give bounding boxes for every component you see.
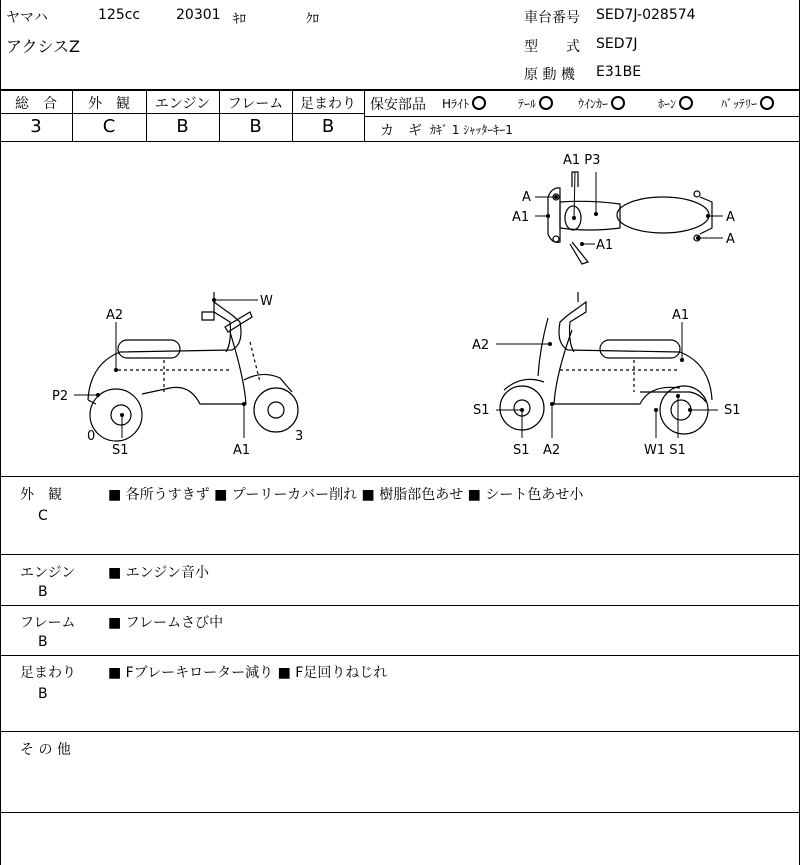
grade-header-exterior: 外 観 <box>88 96 130 112</box>
remark-text: ■ Fブレーキローター減り ■ F足回りねじれ <box>108 665 388 681</box>
safety-item-tail: ﾃｰﾙ <box>518 95 553 112</box>
engine-code: E31BE <box>596 64 642 80</box>
label-a1: A1 <box>672 308 690 323</box>
label-a1: A1 <box>596 238 614 253</box>
remark-grade: B <box>38 686 48 702</box>
grade-header-suspension: 足まわり <box>300 96 356 112</box>
label-s1: S1 <box>724 403 741 418</box>
remark-grade: B <box>38 584 48 600</box>
label-s1: S1 <box>473 403 490 418</box>
label-a2: A2 <box>543 443 561 458</box>
frame-no: SED7J-028574 <box>596 7 696 23</box>
frame-no-label: 車台番号 <box>524 10 580 26</box>
grade-engine: B <box>176 116 189 137</box>
remark-text: ■ エンジン音小 <box>108 565 209 581</box>
model-code: SED7J <box>596 36 638 52</box>
check-circle-icon <box>539 96 553 110</box>
model-label: 型 式 <box>524 39 580 55</box>
divider <box>0 655 800 656</box>
check-circle-icon <box>472 96 486 110</box>
label-a2: A2 <box>106 308 124 323</box>
remark-grade: B <box>38 634 48 650</box>
grade-suspension: B <box>321 116 335 137</box>
remark-category: フレーム <box>20 615 76 631</box>
key-label: カ ギ <box>380 123 422 139</box>
label-s1: S1 <box>513 443 530 458</box>
color: ｸﾛ <box>306 12 319 27</box>
mileage-unit: ｷﾛ <box>233 12 246 27</box>
safety-item-horn: ﾎｰﾝ <box>658 95 693 112</box>
remark-category: エンジン <box>20 565 76 581</box>
label-a1: A1 <box>233 443 251 458</box>
safety-item-winker: ｳｲﾝｶｰ <box>578 95 625 112</box>
label-s1: S1 <box>112 443 129 458</box>
check-circle-icon <box>611 96 625 110</box>
divider <box>0 476 800 477</box>
label-w1-s1: W1 S1 <box>644 443 686 458</box>
divider <box>364 116 800 117</box>
label-a1: A1 <box>512 210 530 225</box>
label-p2: P2 <box>52 389 69 404</box>
remark-grade: C <box>38 508 48 524</box>
damage-diagram <box>0 142 800 476</box>
label-3: 3 <box>295 429 304 444</box>
remark-category: 外 観 <box>20 487 62 503</box>
label-a1-p3: A1 P3 <box>563 153 601 168</box>
displacement: 125cc <box>98 7 141 23</box>
check-circle-icon <box>679 96 693 110</box>
label-w: W <box>260 294 273 309</box>
divider <box>0 812 800 813</box>
safety-item-battery: ﾊﾞｯﾃﾘｰ <box>721 95 774 112</box>
divider <box>0 90 800 91</box>
safety-label: 保安部品 <box>370 97 426 113</box>
safety-item-headlight: Hﾗｲﾄ <box>442 95 486 112</box>
key-value: ｶｷﾞ 1 ｼｬｯﾀｰｷｰ1 <box>430 123 513 137</box>
remark-category: 足まわり <box>20 665 76 681</box>
label-a: A <box>522 190 531 205</box>
divider <box>0 731 800 732</box>
grade-header-frame: フレーム <box>227 96 284 112</box>
label-a: A <box>726 210 735 225</box>
divider <box>0 113 364 114</box>
label-a2: A2 <box>472 338 490 353</box>
maker: ヤマハ <box>6 10 48 26</box>
label-a: A <box>726 232 735 247</box>
grade-frame: B <box>249 116 262 137</box>
mileage: 20301 <box>176 7 221 23</box>
grade-overall: 3 <box>30 116 42 137</box>
divider <box>0 605 800 606</box>
label-0: 0 <box>87 429 96 444</box>
grade-header-overall: 総 合 <box>15 96 57 112</box>
remark-text: ■ 各所うすきず ■ プーリーカバー削れ ■ 樹脂部色あせ ■ シート色あせ小 <box>108 487 584 503</box>
grade-exterior: C <box>102 116 116 137</box>
engine-label: 原 動 機 <box>524 67 575 83</box>
remark-text: ■ フレームさび中 <box>108 615 224 631</box>
divider <box>364 90 365 141</box>
divider <box>0 554 800 555</box>
remark-category: そ の 他 <box>20 742 71 758</box>
check-circle-icon <box>760 96 774 110</box>
grade-header-engine: エンジン <box>154 96 211 112</box>
model-name: アクシスZ <box>6 37 81 56</box>
